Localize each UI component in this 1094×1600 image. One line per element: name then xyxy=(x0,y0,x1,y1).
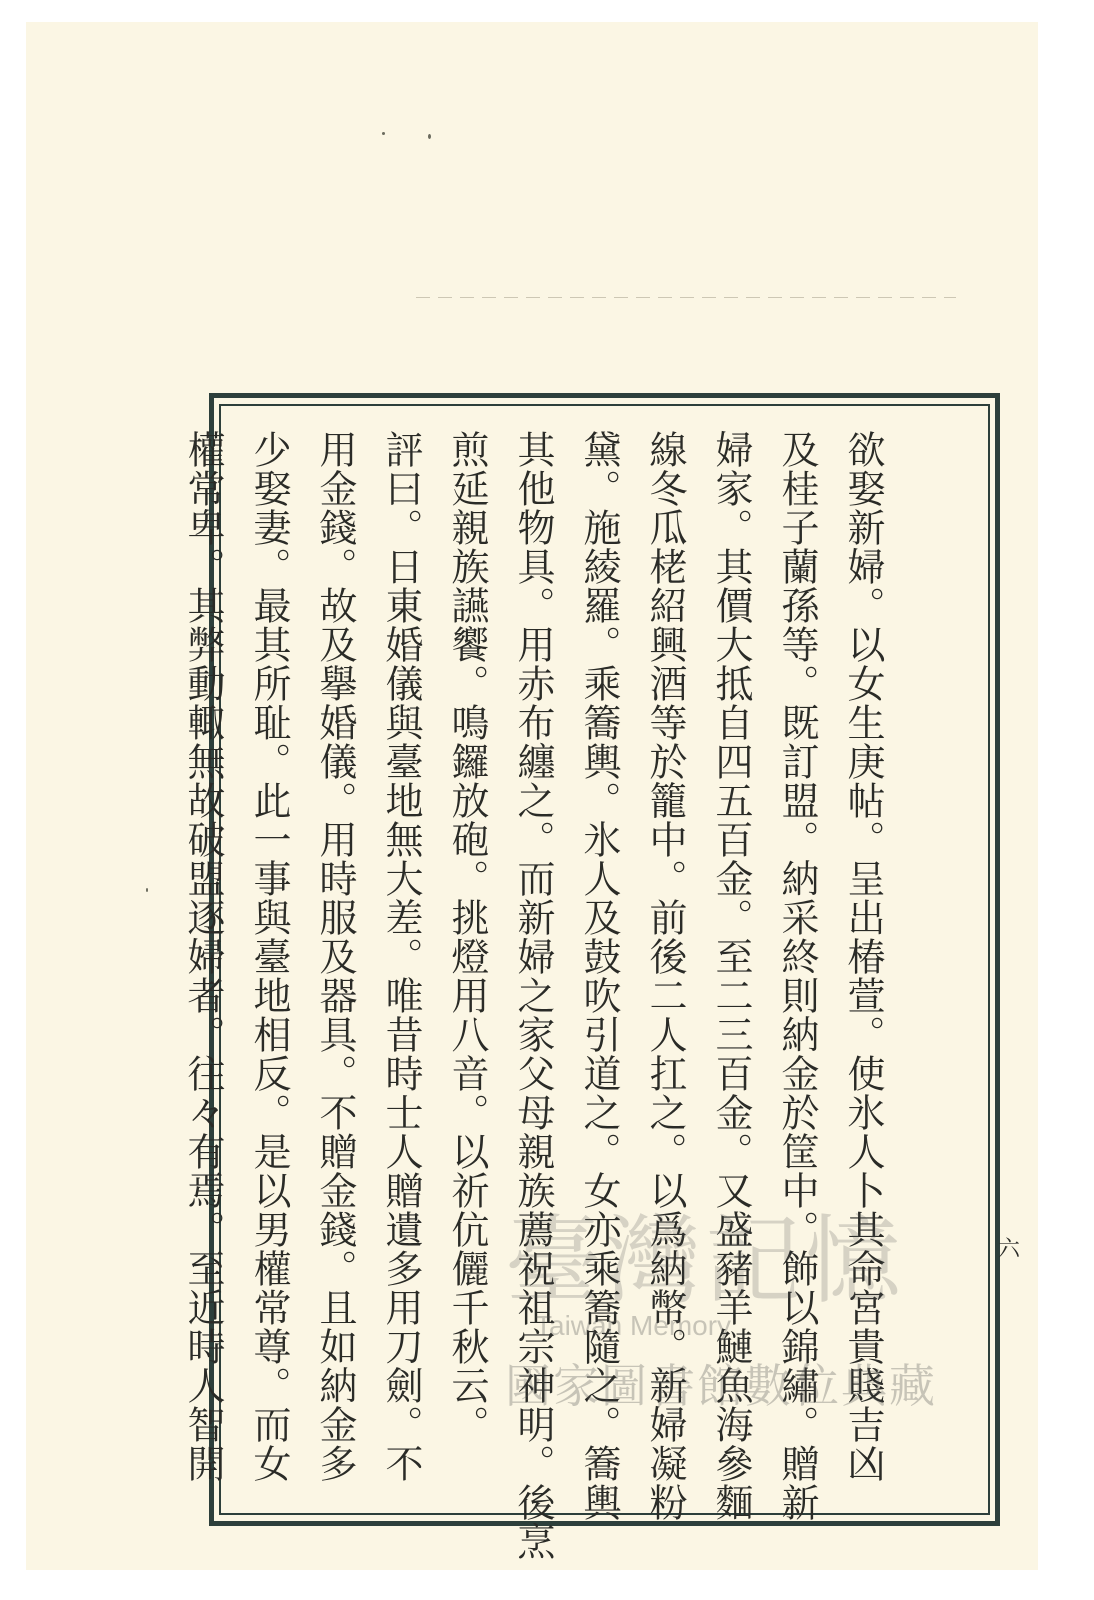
text-column: 少娶妻。最其所耻。此一事與臺地相反。是以男權常尊。而女 xyxy=(247,430,291,1483)
text-column: 煎延親族讌饗。鳴鑼放砲。挑燈用八音。以祈伉儷千秋云。 xyxy=(445,430,489,1444)
text-column: 其他物具。用赤布纏之。而新婦之家父母親族薦祝祖宗神明。後烹 xyxy=(511,430,555,1561)
vertical-text-block xyxy=(181,430,896,1561)
text-column: 黛。施綾羅。乘簥輿。氷人及鼓吹引道之。女亦乘簥隨之。簥輿 xyxy=(577,430,621,1522)
watermark-calligraphy: 臺灣記憶 xyxy=(505,1205,905,1317)
page-number: 六 xyxy=(998,1237,1021,1262)
watermark-institution: 國家圖書館數位典藏 xyxy=(505,1359,937,1413)
text-column: 線冬瓜栳紹興酒等於籠中。前後二人扛之。以爲納幣。新婦凝粉 xyxy=(643,430,687,1522)
text-column: 及桂子蘭孫等。既訂盟。納采終則納金於筐中。飾以錦繡。贈新 xyxy=(775,430,819,1522)
paper-speck xyxy=(428,134,431,139)
faint-rule xyxy=(416,297,956,298)
paper-speck xyxy=(146,888,148,892)
text-column: 評曰。日東婚儀與臺地無大差。唯昔時士人贈遺多用刀劍。不 xyxy=(379,430,423,1483)
text-column: 用金錢。故及擧婚儀。用時服及器具。不贈金錢。且如納金多 xyxy=(313,430,357,1483)
watermark-english: Taiwan Memory xyxy=(535,1310,732,1341)
paper-speck xyxy=(382,132,385,135)
text-column: 婦家。其價大抵自四五百金。至二三百金。又盛豬羊鰱魚海參麵 xyxy=(709,430,753,1522)
text-column: 權常卑。其弊動輙無故破盟逐婦者。往々有焉。至近時人智開 xyxy=(181,430,225,1483)
text-column: 欲娶新婦。以女生庚帖。呈出椿萱。使氷人卜其命宮貴賤吉凶 xyxy=(841,430,885,1483)
